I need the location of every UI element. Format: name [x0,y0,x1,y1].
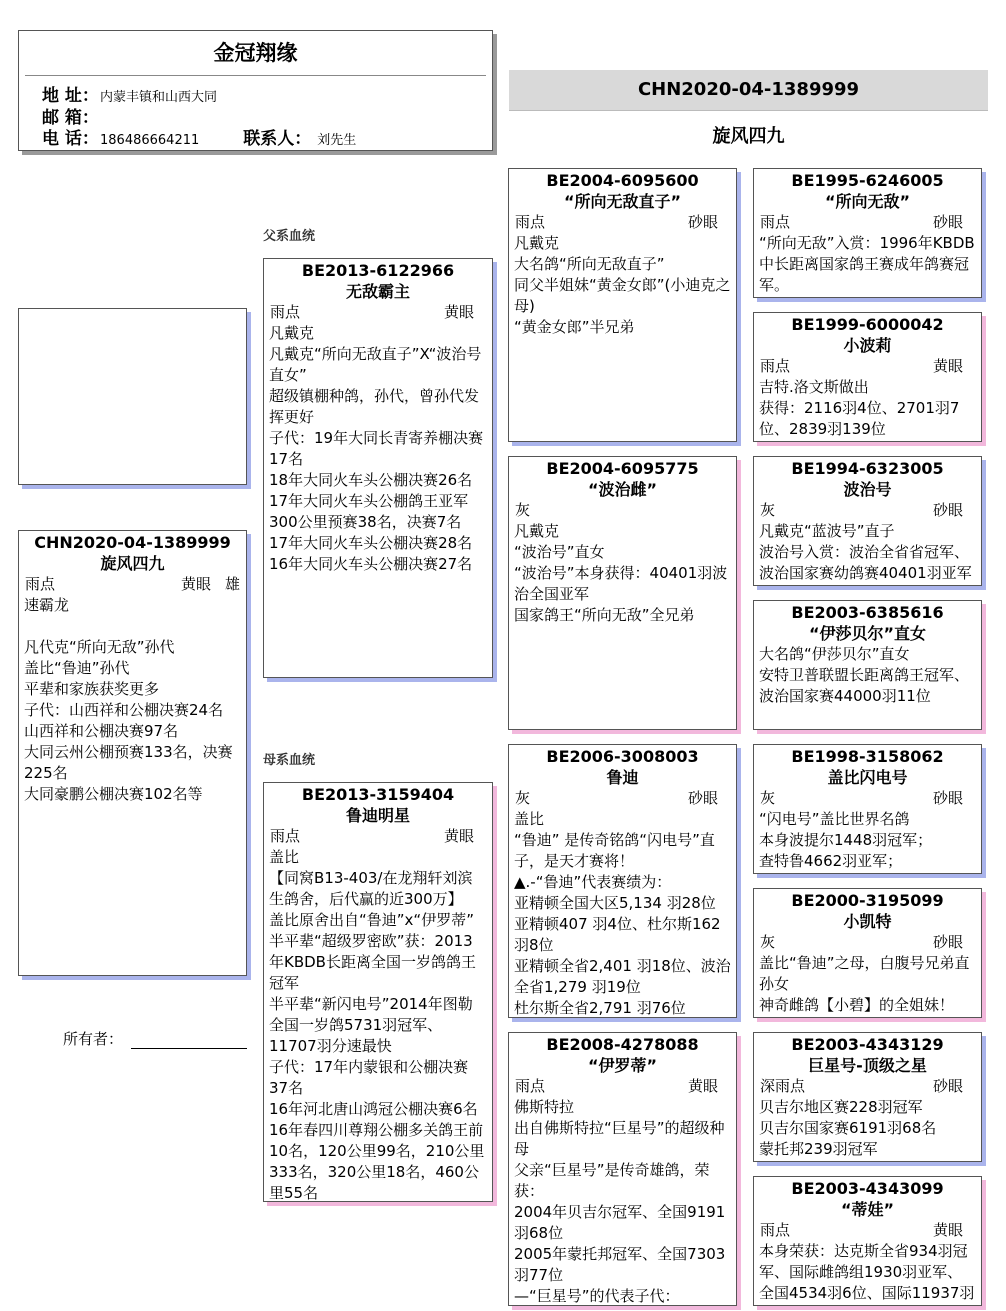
dss-attrs [754,788,981,809]
top-pigeon-name: 旋风四九 [712,126,785,147]
sd-color: 灰 [515,501,531,519]
ggp-ddd-card [753,1176,982,1306]
ss-color: 雨点 [515,213,546,231]
grandsire-dam-card [508,744,737,1018]
ddd-attrs [754,1220,981,1241]
sd-name: “波治雌” [587,480,658,499]
dsd-ring: BE2000-3195099 [791,891,944,910]
ddd-notes: 本身荣获：达克斯全省934羽冠军、国际雌鸽组1930羽亚军、全国4534羽6位、国际11937羽 [759,1242,975,1302]
sire-notes: 凡戴克 凡戴克“所向无敌直子”X“波治号直女” 超级镇棚种鸽，孙代，曾孙代发挥更好 子代：19年大同长青寄养棚决赛17名 18年大同火车头公棚决赛26名 17年大同火车头公棚鸽王亚军300公里预赛38名，决赛7名 17年大同火车头公棚决赛28名 16年大同火车头公棚决赛27名 [269,324,484,573]
dss-color: 灰 [760,789,776,807]
owner-blank [131,1032,247,1049]
dd-attrs [509,1076,736,1097]
ggp-ssd-card [753,312,982,442]
dds-name: 巨星号-顶级之星 [808,1056,927,1075]
ss-attrs [509,212,736,233]
subject-color: 雨点 [25,575,56,593]
dd-ring: BE2008-4278088 [546,1035,699,1054]
dds-attrs [754,1076,981,1097]
sdd-name: “伊莎贝尔”直女 [808,624,927,643]
dds-notes: 贝吉尔地区赛228羽冠军 贝吉尔国家赛6191羽68名 蒙托邦239羽冠军 [759,1098,937,1158]
subject-name: 旋风四九 [100,554,165,573]
owner-line [63,1028,247,1049]
sd-ring: BE2004-6095775 [546,459,699,478]
sdd-ring: BE2003-6385616 [791,603,944,622]
dam-name: 鲁迪明星 [345,806,410,825]
dd-eye: 黄眼 [687,1077,718,1095]
ssd-color: 雨点 [760,357,791,375]
sire-ring: BE2013-6122966 [301,261,455,280]
sss-name: “所向无敌” [824,192,911,211]
ds-notes: 盖比 “鲁迪” 是传奇铭鸽“闪电号”直子，是天才赛将！ ▲.-“鲁迪”代表赛绩为： 亚精顿全国大区5,134 羽28位 亚精顿407 羽4位、杜尔斯162 羽8位 亚精顿全省2,401 羽18位、波治全省1,279 羽19位 杜尔斯全省2,791 羽76位 [514,810,731,1017]
ssd-name: 小波莉 [843,336,892,355]
sss-eye: 砂眼 [932,213,963,231]
dsd-eye: 砂眼 [932,933,963,951]
dd-color: 雨点 [515,1077,546,1095]
ddd-eye: 黄眼 [932,1221,963,1239]
breeder-title: 金冠翔缘 [213,41,298,65]
dss-eye: 砂眼 [932,789,963,807]
address-value: 内蒙丰镇和山西大同 [100,90,218,105]
ss-ring: BE2004-6095600 [546,171,699,190]
ggp-dss-card [753,744,982,874]
subject-card [18,530,247,976]
contact-value: 刘先生 [317,133,357,148]
sd-notes: 凡戴克 “波治号”直女 “波治号”本身获得：40401羽波治全国亚军 国家鸽王“所向无敌”全兄弟 [514,522,728,624]
sds-name: 波治号 [843,480,892,499]
dsd-notes: 盖比“鲁迪”之母，白腹号兄弟直孙女 神奇雌鸽【小碧】的全姐妹！ [759,954,970,1014]
dss-notes: “闪电号”盖比世界名鸽 本身波提尔1448羽冠军； 查特鲁4662羽亚军； [759,810,933,870]
sss-notes: “所向无敌”入赏：1996年KBDB中长距离国家鸽王赛成年鸽赛冠军。 [759,234,975,294]
breeder-header [18,30,493,151]
divider [25,75,486,76]
sss-attrs [754,212,981,233]
mail-line [19,108,492,129]
dam-card [263,782,493,1202]
ssd-eye: 黄眼 [932,357,963,375]
ddd-name: “蒂娃” [840,1200,895,1219]
phone-value: 186486664211 [100,133,200,148]
ddd-ring: BE2003-4343099 [791,1179,944,1198]
dss-name: 盖比闪电号 [827,768,908,787]
ss-notes: 凡戴克 大名鸽“所向无敌直子” 同父半姐妹“黄金女郎”(小迪克之母) “黄金女郎”半兄弟 [514,234,731,336]
subject-notes: 速霸龙 凡代克“所向无敌”孙代 盖比“鲁迪”孙代 平辈和家族获奖更多 子代：山西祥和公棚决赛24名 山西祥和公棚决赛97名 大同云州公棚预赛133名，决赛225名 大同豪鹏公棚决赛102名等 [24,596,233,803]
ds-eye: 砂眼 [687,789,718,807]
ds-attrs [509,788,736,809]
sire-name: 无敌霸主 [345,282,410,301]
dds-color: 深雨点 [760,1077,806,1095]
sire-card [263,258,493,678]
ggp-dds-card [753,1032,982,1162]
dsd-name: 小凯特 [843,912,892,931]
sss-ring: BE1995-6246005 [791,171,944,190]
subject-eye: 黄眼 [180,575,211,593]
dsd-attrs [754,932,981,953]
dss-ring: BE1998-3158062 [791,747,944,766]
owner-label: 所有者： [63,1030,124,1048]
sire-attrs [264,302,492,323]
ggp-sds-card [753,456,982,586]
photo-frame [18,308,247,485]
sire-eye: 黄眼 [443,303,474,321]
dam-eye: 黄眼 [443,827,474,845]
mail-key: 邮 箱： [42,108,99,128]
ds-color: 灰 [515,789,531,807]
ssd-attrs [754,356,981,377]
sds-eye: 砂眼 [932,501,963,519]
ggp-dsd-card [753,888,982,1018]
sd-attrs [509,500,736,521]
phone-key: 电 话： [42,129,99,149]
ssd-notes: 吉特.洛文斯做出 获得：2116羽4位、2701羽7位、2839羽139位 [759,378,960,438]
dam-attrs [264,826,492,847]
ds-ring: BE2006-3008003 [546,747,699,766]
ggp-sdd-card [753,600,982,730]
dsd-color: 灰 [760,933,776,951]
contact-key: 联系人： [243,129,312,149]
sds-ring: BE1994-6323005 [791,459,944,478]
ds-name: 鲁迪 [606,768,639,787]
address-key: 地 址： [42,86,99,106]
ggp-sss-card [753,168,982,298]
sire-line-label: 父系血统 [263,229,316,244]
dds-eye: 砂眼 [932,1077,963,1095]
address-line [19,86,492,108]
ss-name: “所向无敌直子” [563,192,682,211]
dds-ring: BE2003-4343129 [791,1035,944,1054]
ss-eye: 砂眼 [687,213,718,231]
grandsire-sire-card [508,168,737,442]
dam-line-label: 母系血统 [263,753,316,768]
dam-color: 雨点 [270,827,301,845]
subject-attrs [19,574,246,595]
top-ring-banner: CHN2020-04-1389999 [509,70,988,111]
granddam-sire-card [508,456,737,730]
dam-ring: BE2013-3159404 [301,785,455,804]
dd-notes: 佛斯特拉 出自佛斯特拉“巨星号”的超级种母 父亲“巨星号”是传奇雄鸽，荣获： 2004年贝吉尔冠军、全国9191羽68位 2005年蒙托邦冠军、全国7303羽77位 —“巨星号”的代表子代： [514,1098,726,1305]
subject-ring: CHN2020-04-1389999 [34,533,231,552]
sds-notes: 凡戴克“蓝波号”直子 波治号入赏：波治全省省冠军、波治国家赛幼鸽赛40401羽亚军 [759,522,972,582]
sds-color: 灰 [760,501,776,519]
sire-color: 雨点 [270,303,301,321]
dd-name: “伊罗蒂” [587,1056,658,1075]
granddam-dam-card [508,1032,737,1306]
phone-line [19,129,492,151]
ddd-color: 雨点 [760,1221,791,1239]
ssd-ring: BE1999-6000042 [791,315,944,334]
subject-sex: 雄 [224,575,240,593]
sds-attrs [754,500,981,521]
sdd-notes: 大名鸽“伊莎贝尔”直女 安特卫普联盟长距离鸽王冠军、波治国家赛44000羽11位 [759,645,970,705]
sss-color: 雨点 [760,213,791,231]
dam-notes: 盖比 【同窝B13-403/在龙翔轩刘滨生鸽舍，后代赢的近300万】 盖比原舍出自“鲁迪”x“伊罗蒂” 半平辈“超级罗密欧”获：2013年KBDB长距离全国一岁鸽鸽王冠军 半平辈“新闪电号”2014年图勒全国一岁鸽5731羽冠军、11707羽分速最快 子代：17年内蒙银和公棚决赛37名 16年河北唐山鸿冠公棚决赛6名 16年春四川尊翔公棚多关鸽王前10名，120公里99名，210公里333名，320公里18名，460公里55名 [269,848,485,1202]
